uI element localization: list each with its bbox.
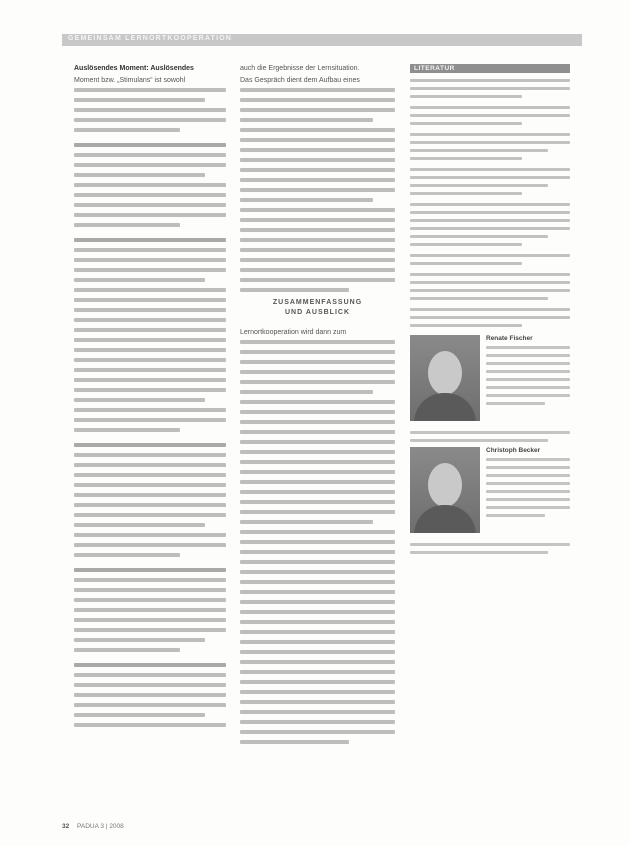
- header-label: GEMEINSAM LERNORTKOOPERATION: [68, 35, 233, 42]
- left-column-body-text: [74, 88, 226, 727]
- literature-entry: [410, 133, 570, 160]
- middle-column-lead-line-3: Lernortkooperation wird dann zum: [240, 329, 347, 336]
- page-number: 32: [62, 823, 70, 830]
- literature-box-title: LITERATUR: [410, 64, 570, 73]
- author-bio-1: [410, 335, 570, 431]
- literature-entry: [410, 273, 570, 300]
- section-heading-line-1: ZUSAMMENFASSUNG: [272, 299, 363, 306]
- literature-entry: [410, 106, 570, 125]
- left-column-lead-line-2: Moment bzw. „Stimulans“ ist sowohl: [74, 77, 186, 84]
- right-column: [410, 64, 570, 559]
- author-name: Christoph Becker: [486, 447, 541, 454]
- literature-entry: [410, 308, 570, 327]
- page-footer: [62, 823, 124, 830]
- middle-column-lead-line-2: Das Gespräch dient dem Aufbau eines: [240, 77, 360, 84]
- literature-entry: [410, 79, 570, 98]
- author-name: Renate Fischer: [486, 335, 533, 342]
- left-column: [74, 64, 226, 733]
- literature-entry: [410, 254, 570, 265]
- author-bio-2: [410, 447, 570, 543]
- middle-column-body-text: [240, 88, 395, 292]
- author-photo: [410, 335, 480, 421]
- literature-list: [410, 79, 570, 327]
- issue-label: PADUA 3 | 2008: [77, 823, 124, 830]
- author-bio-1-continued: [410, 431, 570, 442]
- middle-column-summary-text: [240, 340, 395, 744]
- left-column-lead-line-1: Auslösendes Moment: Auslösendes: [74, 65, 194, 72]
- section-heading: [240, 298, 395, 318]
- literature-entry: [410, 168, 570, 195]
- section-heading-line-2: UND AUSBLICK: [284, 309, 351, 316]
- header-band: [62, 34, 582, 46]
- literature-entry: [410, 203, 570, 246]
- author-photo: [410, 447, 480, 533]
- middle-column-lead-line-1: auch die Ergebnisse der Lernsituation.: [240, 65, 360, 72]
- author-bio-2-continued: [410, 543, 570, 554]
- middle-column: [240, 64, 395, 750]
